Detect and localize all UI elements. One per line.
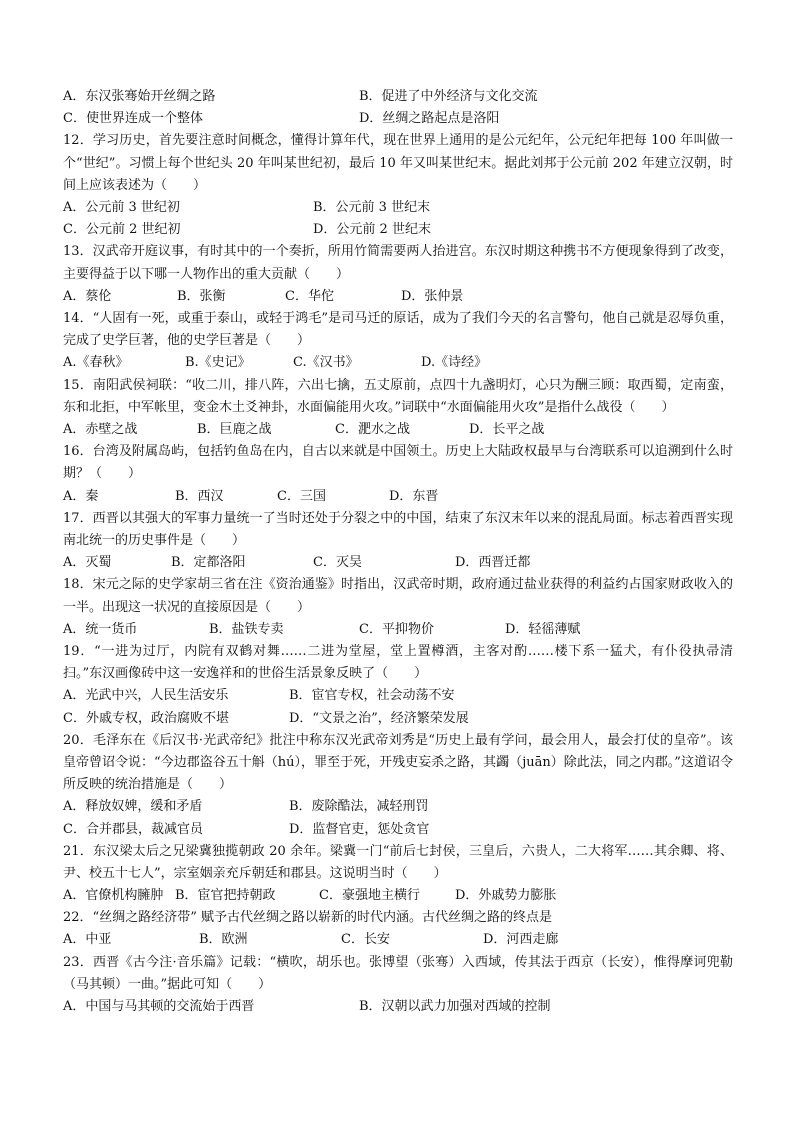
q22-option-d: D．河西走廊 xyxy=(483,932,559,948)
q14-option-a: A.《春秋》 xyxy=(63,355,129,371)
q19-option-d: D．“文景之治”，经济繁荣发展 xyxy=(289,710,469,726)
q17-option-a: A．灭蜀 xyxy=(63,555,112,571)
q14-option-d: D.《诗经》 xyxy=(421,355,488,371)
q20-option-a: A．释放奴婢，缓和矛盾 xyxy=(63,799,203,815)
q22-option-b: B．欧洲 xyxy=(199,932,248,948)
q12-option-b: B．公元前 3 世纪末 xyxy=(313,199,431,215)
q11-option-a: A．东汉张骞始开丝绸之路 xyxy=(63,89,216,104)
q21-options xyxy=(63,885,733,907)
q16-option-c: C．三国 xyxy=(277,488,326,504)
q13-option-b: B．张衡 xyxy=(177,288,226,304)
q19-options-row-2 xyxy=(63,708,733,730)
q11-option-d: D．丝绸之路起点是洛阳 xyxy=(359,111,500,127)
q19-option-c: C．外戚专权，政治腐败不堪 xyxy=(63,710,229,726)
q20-option-b: B．废除酷法，减轻刑罚 xyxy=(289,799,429,815)
q16-stem: 16．台湾及附属岛屿，包括钓鱼岛在内，自古以来就是中国领土。历史上大陆政权最早与台湾联系可以追溯到什么时期？（ ） xyxy=(63,444,733,482)
q22-option-c: C．长安 xyxy=(341,932,390,948)
q18-stem: 18．宋元之际的史学家胡三省在注《资治通鉴》时指出，汉武帝时期，政府通过盐业获得的利益约占国家财政收入的一半。出现这一状况的直接原因是（ ） xyxy=(63,577,733,615)
q11-options-row-2 xyxy=(63,108,733,130)
q20-options-row-1 xyxy=(63,796,733,818)
q12-option-d: D．公元前 2 世纪末 xyxy=(313,222,431,238)
q22-options xyxy=(63,929,733,951)
q11-option-b: B．促进了中外经济与文化交流 xyxy=(359,89,538,104)
q13-option-a: A．蔡伦 xyxy=(63,288,112,304)
q21-option-b: B．宦官把持朝政 xyxy=(175,888,276,904)
q20-option-c: C．合并郡县，裁减官员 xyxy=(63,821,203,837)
q17-option-b: B．定都洛阳 xyxy=(171,555,246,571)
q15-option-c: C．淝水之战 xyxy=(335,421,410,437)
q21-option-a: A．官僚机构臃肿 xyxy=(63,888,164,904)
q11-options-row-1 xyxy=(63,86,733,108)
q23-option-b: B．汉朝以武力加强对西域的控制 xyxy=(359,999,551,1015)
q13-options xyxy=(63,286,733,308)
q18-option-a: A．统一货币 xyxy=(63,621,138,637)
q16-option-a: A．秦 xyxy=(63,488,99,504)
q15-option-d: D．长平之战 xyxy=(469,421,545,437)
q22-option-a: A．中亚 xyxy=(63,932,112,948)
q15-stem: 15．南阳武侯祠联：“收二川，排八阵，六出七擒，五丈原前，点四十九盏明灯，心只为酬三顾：取西蜀，定南蛮，东和北拒，中军帐里，变金木土爻神卦，水面偏能用火攻。”词联中“水面偏能用火攻”是指什么战役（ ） xyxy=(63,377,733,415)
q23-options-row-1 xyxy=(63,996,733,1018)
q23-option-a: A．中国与马其顿的交流始于西晋 xyxy=(63,999,255,1015)
q20-option-d: D．监督官吏，惩处贪官 xyxy=(289,821,430,837)
q14-option-c: C.《汉书》 xyxy=(293,355,359,371)
q11-option-c: C．使世界连成一个整体 xyxy=(63,111,203,127)
q12-stem: 12．学习历史，首先要注意时间概念，懂得计算年代，现在世界上通用的是公元纪年，公元纪年把每 100 年叫做一个“世纪”。习惯上每个世纪头 20 年叫某世纪初，最后 10 年又叫某世纪末。据此刘邦于公元前 202 年建立汉朝，时间上应该表述为（ ） xyxy=(63,133,733,193)
q21-option-d: D．外戚势力膨胀 xyxy=(455,888,557,904)
q16-option-b: B．西汉 xyxy=(175,488,224,504)
q19-option-b: B．宦官专权，社会动荡不安 xyxy=(289,688,455,704)
q23-stem: 23．西晋《古今注·音乐篇》记载：“横吹，胡乐也。张博望（张骞）入西域，传其法于西京（长安），惟得摩诃兜勒（马其顿）一曲。”据此可知（ ） xyxy=(63,954,733,992)
q15-option-b: B．巨鹿之战 xyxy=(197,421,272,437)
q21-stem: 21．东汉梁太后之兄梁冀独揽朝政 20 余年。梁冀一门“前后七封侯，三皇后，六贵人，二大将军……其余卿、将、尹、校五十七人”，宗室姻亲充斥朝廷和郡县。这说明当时（ ） xyxy=(63,843,733,881)
q22-stem: 22．“丝绸之路经济带” 赋予古代丝绸之路以崭新的时代内涵。古代丝绸之路的终点是 xyxy=(63,910,552,926)
q14-option-b: B.《史记》 xyxy=(185,355,251,371)
q17-option-d: D．西晋迁都 xyxy=(455,555,531,571)
q15-option-a: A．赤壁之战 xyxy=(63,421,138,437)
q13-option-c: C．华佗 xyxy=(285,288,334,304)
q17-stem: 17．西晋以其强大的军事力量统一了当时还处于分裂之中的中国，结束了东汉末年以来的混乱局面。标志着西晋实现南北统一的历史事件是（ ） xyxy=(63,510,733,548)
q12-options-row-2 xyxy=(63,219,733,241)
q17-option-c: C．灭吴 xyxy=(313,555,362,571)
q18-option-c: C．平抑物价 xyxy=(359,621,434,637)
q16-options xyxy=(63,486,733,508)
q20-stem: 20．毛泽东在《后汉书·光武帝纪》批注中称东汉光武帝刘秀是“历史上最有学问，最会用人，最会打仗的皇帝”。该皇帝曾诏令说：“今边郡盗谷五十斛（hú），罪至于死，开残吏妄杀之路，其蠲（juān）除此法，同之内郡。”这道诏令所反映的统治措施是（ ） xyxy=(63,732,733,793)
q16-option-d: D．东晋 xyxy=(389,488,439,504)
q14-options xyxy=(63,352,733,374)
q13-option-d: D．张仲景 xyxy=(401,288,464,304)
q15-options xyxy=(63,419,733,441)
q21-option-c: C．豪强地主横行 xyxy=(319,888,420,904)
q19-option-a: A．光武中兴，人民生活安乐 xyxy=(63,688,229,704)
q18-options xyxy=(63,619,733,641)
q12-option-a: A．公元前 3 世纪初 xyxy=(63,199,180,215)
q18-option-d: D．轻徭薄赋 xyxy=(505,621,581,637)
q19-stem: 19．“一进为过厅，内院有双鹤对舞……二进为堂屋，堂上置樽酒，主客对酌……楼下系一猛犬，有仆役执帚清扫。”东汉画像砖中这一安逸祥和的世俗生活景象反映了（ ） xyxy=(63,643,733,682)
q18-option-b: B．盐铁专卖 xyxy=(209,621,284,637)
question-list xyxy=(63,86,733,1018)
q13-stem: 13．汉武帝开庭议事，有时其中的一个奏折，所用竹简需要两人抬进宫。东汉时期这种携书不方便现象得到了改变，主要得益于以下哪一人物作出的重大贡献（ ） xyxy=(63,244,733,282)
q17-options xyxy=(63,552,733,574)
q14-stem: 14．“人固有一死，或重于泰山，或轻于鸿毛”是司马迁的原话，成为了我们今天的名言警句，他自己就是忍辱负重，完成了史学巨著，他的史学巨著是（ ） xyxy=(63,310,733,349)
q12-options-row-1 xyxy=(63,197,733,219)
q12-option-c: C．公元前 2 世纪初 xyxy=(63,222,181,238)
q20-options-row-2 xyxy=(63,819,733,841)
q19-options-row-1 xyxy=(63,685,733,707)
